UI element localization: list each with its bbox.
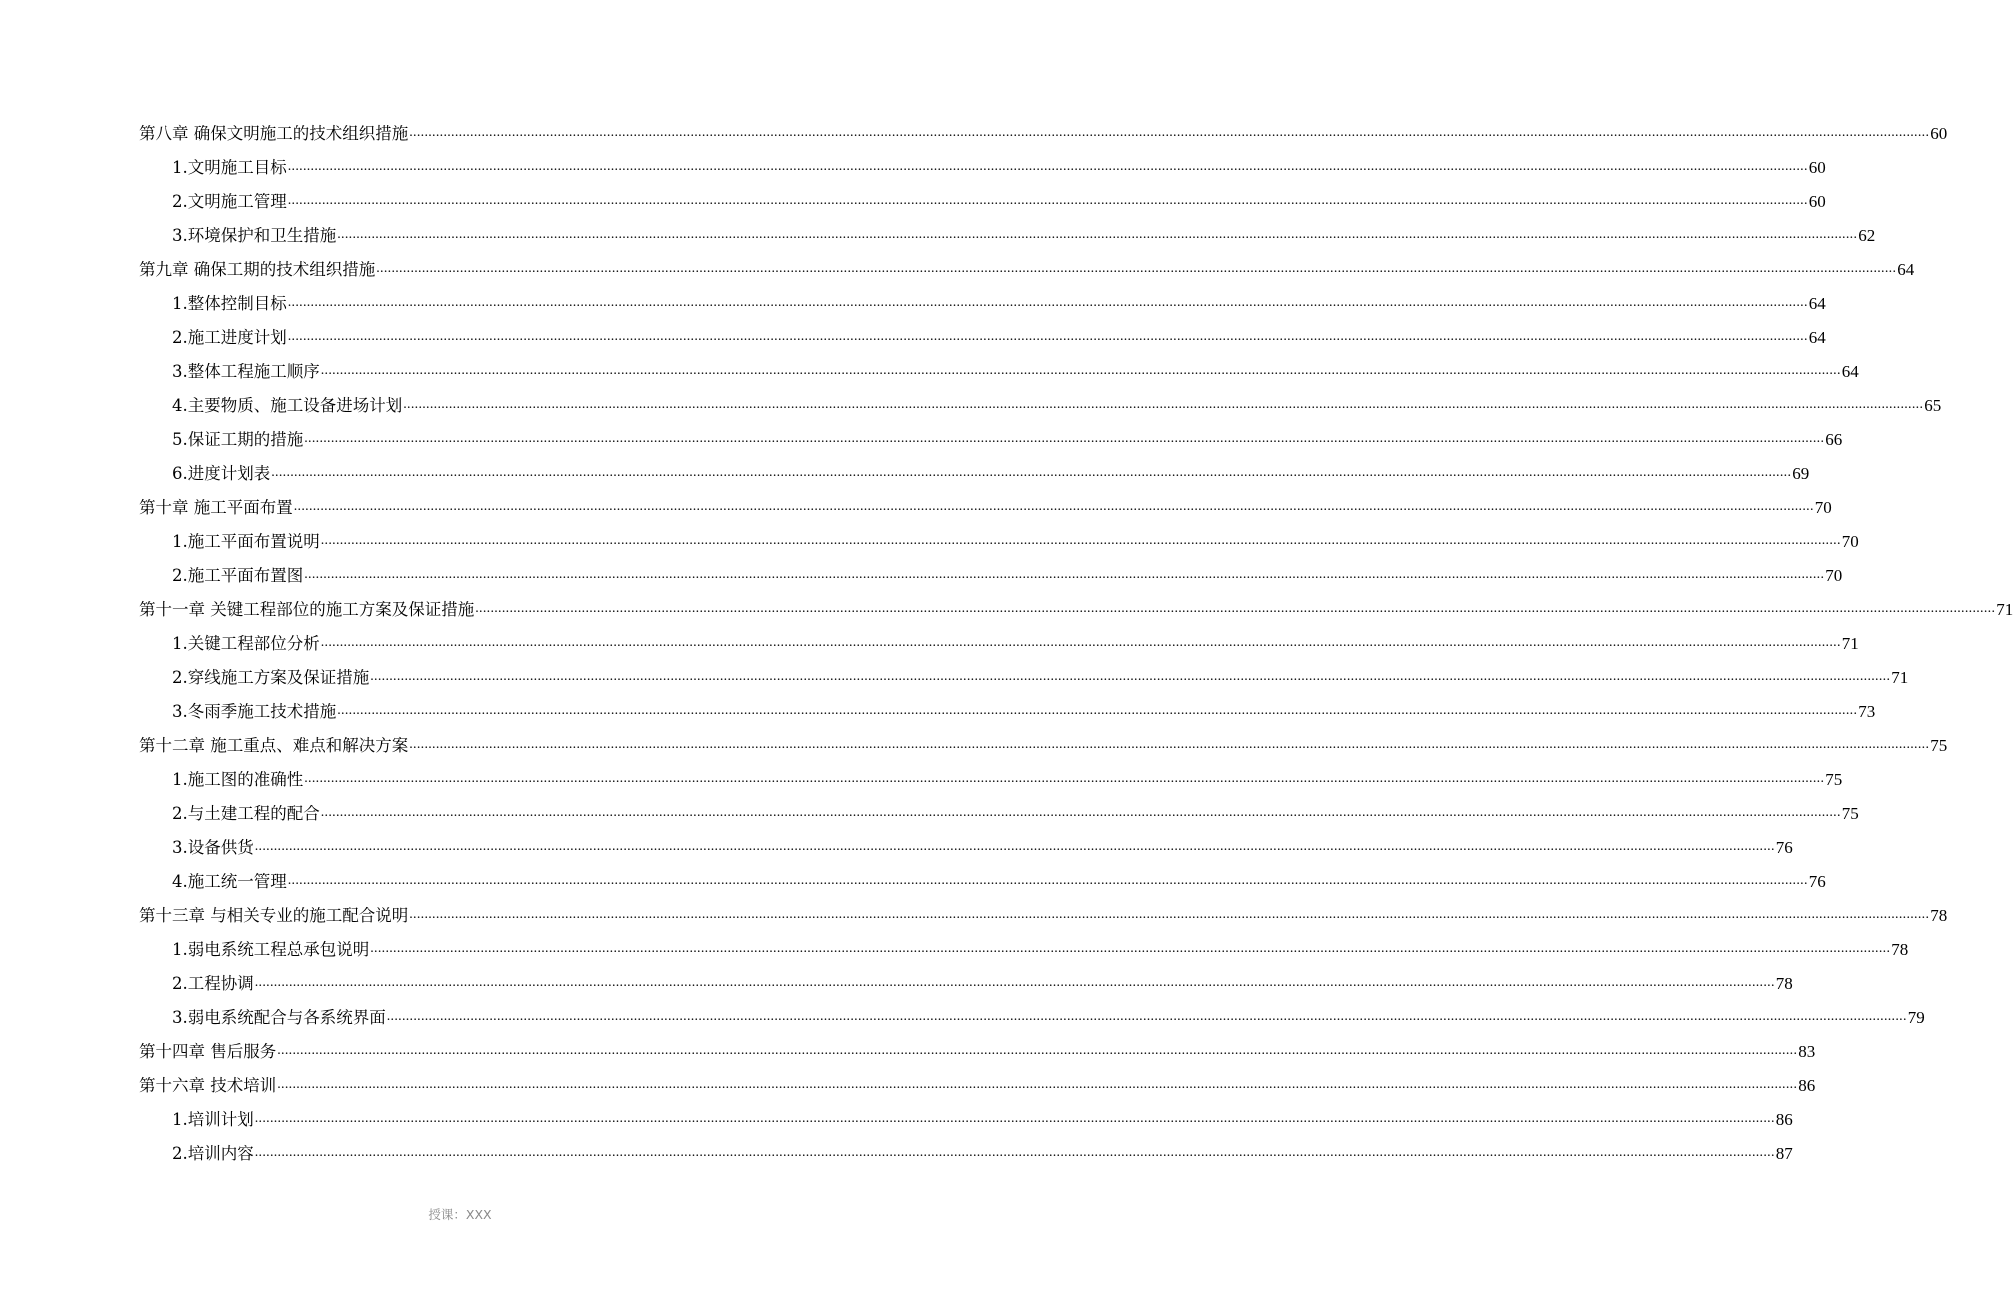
toc-dot-leader: ................................................................................................................................................................................................................................................................................................................................................................................................................ [409,907,1930,922]
toc-section-entry[interactable] [172,353,1859,383]
toc-section-entry[interactable] [172,149,1826,179]
toc-page-number: 71 [1841,634,1859,653]
toc-page-number: 69 [1792,464,1810,483]
toc-dot-leader: ................................................................................................................................................................................................................................................................................................................................................................................................................ [293,499,1814,514]
toc-chapter-entry[interactable] [139,897,1948,927]
toc-page-number: 64 [1841,362,1859,381]
toc-page-number: 83 [1798,1042,1816,1061]
toc-section-entry[interactable] [172,965,1793,995]
toc-page-number: 76 [1808,872,1826,891]
toc-section-entry[interactable] [172,421,1843,451]
toc-entry-title: 3.弱电系统配合与各系统界面 [172,1008,386,1027]
toc-page-number: 78 [1930,906,1948,925]
toc-dot-leader: ................................................................................................................................................................................................................................................................................................................................................................................................................ [337,227,1858,242]
toc-dot-leader: ................................................................................................................................................................................................................................................................................................................................................................................................................ [304,431,1825,446]
toc-entry-title: 3.整体工程施工顺序 [172,362,320,381]
toc-entry-title: 6.进度计划表 [172,464,271,483]
toc-page-number: 64 [1897,260,1915,279]
toc-entry-title: 1.关键工程部位分析 [172,634,320,653]
toc-entry-title: 2.穿线施工方案及保证措施 [172,668,370,687]
toc-section-entry[interactable] [172,455,1810,485]
toc-page-number: 65 [1924,396,1942,415]
toc-entry-title: 第十三章 与相关专业的施工配合说明 [139,906,409,925]
toc-section-entry[interactable] [172,1135,1793,1165]
page-footer: 授课：XXX [428,1207,492,1222]
toc-entry-title: 3.设备供货 [172,838,254,857]
toc-entry-title: 1.整体控制目标 [172,294,287,313]
toc-entry-title: 2.工程协调 [172,974,254,993]
toc-dot-leader: ................................................................................................................................................................................................................................................................................................................................................................................................................ [287,295,1808,310]
toc-section-entry[interactable] [172,1101,1793,1131]
toc-entry-title: 4.施工统一管理 [172,872,287,891]
toc-section-entry[interactable] [172,285,1826,315]
toc-entry-title: 第十章 施工平面布置 [139,498,293,517]
toc-dot-leader: ................................................................................................................................................................................................................................................................................................................................................................................................................ [386,1009,1907,1024]
toc-dot-leader: ................................................................................................................................................................................................................................................................................................................................................................................................................ [370,669,1891,684]
toc-section-entry[interactable] [172,319,1826,349]
toc-page-number: 66 [1825,430,1843,449]
toc-entry-title: 第十一章 关键工程部位的施工方案及保证措施 [139,600,475,619]
toc-entry-title: 2.施工进度计划 [172,328,287,347]
toc-chapter-entry[interactable] [139,1033,1816,1063]
toc-entry-title: 2.文明施工管理 [172,192,287,211]
toc-entry-title: 3.环境保护和卫生措施 [172,226,337,245]
toc-page-number: 78 [1775,974,1793,993]
toc-chapter-entry[interactable] [139,251,1915,281]
toc-page-number: 60 [1808,158,1826,177]
toc-section-entry[interactable] [172,693,1876,723]
toc-entry-title: 5.保证工期的措施 [172,430,304,449]
toc-section-entry[interactable] [172,659,1909,689]
toc-dot-leader: ................................................................................................................................................................................................................................................................................................................................................................................................................ [337,703,1858,718]
toc-page-number: 64 [1808,294,1826,313]
toc-section-entry[interactable] [172,387,1942,417]
toc-section-entry[interactable] [172,557,1843,587]
toc-section-entry[interactable] [172,863,1826,893]
toc-section-entry[interactable] [172,183,1826,213]
toc-entry-title: 4.主要物质、施工设备进场计划 [172,396,403,415]
toc-page-number: 71 [1891,668,1909,687]
toc-entry-title: 第十六章 技术培训 [139,1076,277,1095]
toc-page-number: 75 [1825,770,1843,789]
toc-dot-leader: ................................................................................................................................................................................................................................................................................................................................................................................................................ [271,465,1792,480]
toc-section-entry[interactable] [172,931,1909,961]
toc-dot-leader: ................................................................................................................................................................................................................................................................................................................................................................................................................ [304,567,1825,582]
toc-chapter-entry[interactable] [139,591,2013,621]
toc-dot-leader: ................................................................................................................................................................................................................................................................................................................................................................................................................ [254,839,1775,854]
toc-page-number: 70 [1814,498,1832,517]
toc-page-number: 60 [1808,192,1826,211]
toc-section-entry[interactable] [172,523,1859,553]
toc-entry-title: 第九章 确保工期的技术组织措施 [139,260,376,279]
toc-page-number: 60 [1930,124,1948,143]
toc-dot-leader: ................................................................................................................................................................................................................................................................................................................................................................................................................ [287,873,1808,888]
toc-section-entry[interactable] [172,829,1793,859]
toc-section-entry[interactable] [172,999,1925,1029]
toc-dot-leader: ................................................................................................................................................................................................................................................................................................................................................................................................................ [277,1077,1798,1092]
toc-entry-title: 3.冬雨季施工技术措施 [172,702,337,721]
toc-entry-title: 第十四章 售后服务 [139,1042,277,1061]
toc-page-number: 64 [1808,328,1826,347]
toc-page-number: 73 [1858,702,1876,721]
toc-dot-leader: ................................................................................................................................................................................................................................................................................................................................................................................................................ [277,1043,1798,1058]
toc-page-number: 78 [1891,940,1909,959]
toc-page-number: 70 [1841,532,1859,551]
toc-dot-leader: ................................................................................................................................................................................................................................................................................................................................................................................................................ [370,941,1891,956]
toc-section-entry[interactable] [172,761,1843,791]
toc-dot-leader: ................................................................................................................................................................................................................................................................................................................................................................................................................ [254,1145,1775,1160]
toc-dot-leader: ................................................................................................................................................................................................................................................................................................................................................................................................................ [320,805,1841,820]
toc-page-number: 87 [1775,1144,1793,1163]
toc-dot-leader: ................................................................................................................................................................................................................................................................................................................................................................................................................ [304,771,1825,786]
toc-dot-leader: ................................................................................................................................................................................................................................................................................................................................................................................................................ [403,397,1924,412]
toc-entry-title: 1.施工平面布置说明 [172,532,320,551]
toc-section-entry[interactable] [172,217,1876,247]
toc-page-number: 70 [1825,566,1843,585]
toc-dot-leader: ................................................................................................................................................................................................................................................................................................................................................................................................................ [320,363,1841,378]
toc-dot-leader: ................................................................................................................................................................................................................................................................................................................................................................................................................ [287,329,1808,344]
toc-entry-title: 1.文明施工目标 [172,158,287,177]
toc-page-number: 75 [1841,804,1859,823]
toc-entry-title: 第八章 确保文明施工的技术组织措施 [139,124,409,143]
toc-chapter-entry[interactable] [139,727,1948,757]
toc-page-number: 79 [1907,1008,1925,1027]
toc-entry-title: 2.培训内容 [172,1144,254,1163]
toc-dot-leader: ................................................................................................................................................................................................................................................................................................................................................................................................................ [254,1111,1775,1126]
toc-page-number: 75 [1930,736,1948,755]
toc-section-entry[interactable] [172,625,1859,655]
toc-dot-leader: ................................................................................................................................................................................................................................................................................................................................................................................................................ [376,261,1897,276]
toc-page-number: 62 [1858,226,1876,245]
toc-entry-title: 第十二章 施工重点、难点和解决方案 [139,736,409,755]
toc-page-number: 86 [1775,1110,1793,1129]
toc-dot-leader: ................................................................................................................................................................................................................................................................................................................................................................................................................ [254,975,1775,990]
toc-entry-title: 1.施工图的准确性 [172,770,304,789]
toc-page-number: 86 [1798,1076,1816,1095]
toc-dot-leader: ................................................................................................................................................................................................................................................................................................................................................................................................................ [287,193,1808,208]
toc-chapter-entry[interactable] [139,115,1948,145]
toc-chapter-entry[interactable] [139,1067,1816,1097]
toc-dot-leader: ................................................................................................................................................................................................................................................................................................................................................................................................................ [409,125,1930,140]
toc-entry-title: 1.弱电系统工程总承包说明 [172,940,370,959]
toc-dot-leader: ................................................................................................................................................................................................................................................................................................................................................................................................................ [287,159,1808,174]
toc-chapter-entry[interactable] [139,489,1832,519]
toc-dot-leader: ................................................................................................................................................................................................................................................................................................................................................................................................................ [409,737,1930,752]
toc-page-number: 71 [1996,600,2013,619]
toc-section-entry[interactable] [172,795,1859,825]
toc-dot-leader: ................................................................................................................................................................................................................................................................................................................................................................................................................ [475,601,1996,616]
toc-dot-leader: ................................................................................................................................................................................................................................................................................................................................................................................................................ [320,533,1841,548]
toc-entry-title: 2.施工平面布置图 [172,566,304,585]
toc-entry-title: 2.与土建工程的配合 [172,804,320,823]
toc-entry-title: 1.培训计划 [172,1110,254,1129]
toc-page-number: 76 [1775,838,1793,857]
toc-dot-leader: ................................................................................................................................................................................................................................................................................................................................................................................................................ [320,635,1841,650]
